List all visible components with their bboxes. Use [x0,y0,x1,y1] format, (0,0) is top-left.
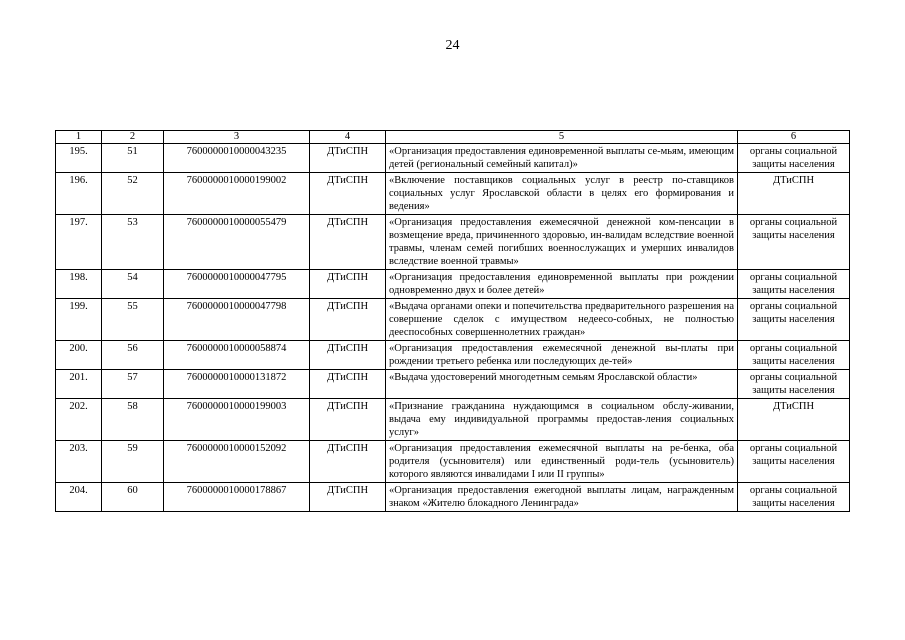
service-number-cell: 53 [102,215,164,270]
page-number: 24 [445,38,460,53]
service-name-cell: «Включение поставщиков социальных услуг в реестр по-ставщиков социальных услуг Ярославской области в целях его формирования и ведения» [386,173,738,215]
provider-cell: органы социальной защиты населения [738,441,850,483]
column-header: 5 [386,131,738,144]
department-cell: ДТиСПН [310,173,386,215]
registry-code-cell: 7600000010000199003 [164,399,310,441]
column-header: 4 [310,131,386,144]
table-row [56,173,850,215]
service-number-cell: 55 [102,299,164,341]
row-number-cell: 204. [56,483,102,512]
table-row [56,341,850,370]
provider-cell: органы социальной защиты населения [738,483,850,512]
service-name-cell: «Организация предоставления ежемесячной выплаты на ре-бенка, оба родителя (усыновителя) или единственный роди-тель (усыновитель) которого являются инвалидами I или II группы» [386,441,738,483]
registry-code-cell: 7600000010000058874 [164,341,310,370]
department-cell: ДТиСПН [310,441,386,483]
service-name-cell: «Организация предоставления ежегодной выплаты лицам, награжденным знаком «Жителю блокадного Ленинграда» [386,483,738,512]
provider-cell: органы социальной защиты населения [738,341,850,370]
service-number-cell: 54 [102,270,164,299]
service-name-cell: «Организация предоставления единовременной выплаты се-мьям, имеющим детей (региональный семейный капитал)» [386,144,738,173]
service-name-cell: «Выдача удостоверений многодетным семьям Ярославской области» [386,370,738,399]
row-number-cell: 199. [56,299,102,341]
table-row [56,299,850,341]
registry-code-cell: 7600000010000043235 [164,144,310,173]
registry-code-cell: 7600000010000152092 [164,441,310,483]
registry-code-cell: 7600000010000199002 [164,173,310,215]
service-name-cell: «Выдача органами опеки и попечительства предварительного разрешения на совершение сделок с имуществом недеесо-собных, не полностью дееспособных совершеннолетних граждан» [386,299,738,341]
service-number-cell: 56 [102,341,164,370]
department-cell: ДТиСПН [310,144,386,173]
service-number-cell: 57 [102,370,164,399]
service-name-cell: «Организация предоставления ежемесячной денежной ком-пенсации в возмещение вреда, причиненного здоровью, ин-валидам вследствие военной травмы, членам семей погибших военнослужащих и умерших инвалидов вследствие военной травмы» [386,215,738,270]
table-row [56,399,850,441]
department-cell: ДТиСПН [310,215,386,270]
row-number-cell: 201. [56,370,102,399]
table-row [56,483,850,512]
department-cell: ДТиСПН [310,341,386,370]
department-cell: ДТиСПН [310,270,386,299]
department-cell: ДТиСПН [310,399,386,441]
table-row [56,441,850,483]
provider-cell: органы социальной защиты населения [738,299,850,341]
row-number-cell: 200. [56,341,102,370]
registry-code-cell: 7600000010000047798 [164,299,310,341]
table-row [56,215,850,270]
department-cell: ДТиСПН [310,299,386,341]
column-header: 6 [738,131,850,144]
service-number-cell: 52 [102,173,164,215]
row-number-cell: 198. [56,270,102,299]
table-row [56,144,850,173]
column-header: 3 [164,131,310,144]
service-name-cell: «Организация предоставления единовременной выплаты при рождении одновременно двух и более детей» [386,270,738,299]
provider-cell: органы социальной защиты населения [738,370,850,399]
row-number-cell: 202. [56,399,102,441]
service-number-cell: 60 [102,483,164,512]
column-header: 2 [102,131,164,144]
column-header: 1 [56,131,102,144]
table-row [56,270,850,299]
registry-code-cell: 7600000010000055479 [164,215,310,270]
service-number-cell: 59 [102,441,164,483]
service-name-cell: «Признание гражданина нуждающимся в социальном обслу-живании, выдача ему индивидуальной программы предостав-ления социальных услуг» [386,399,738,441]
provider-cell: ДТиСПН [738,399,850,441]
department-cell: ДТиСПН [310,483,386,512]
row-number-cell: 203. [56,441,102,483]
registry-code-cell: 7600000010000178867 [164,483,310,512]
table-header-row [56,131,850,144]
registry-code-cell: 7600000010000131872 [164,370,310,399]
provider-cell: органы социальной защиты населения [738,215,850,270]
row-number-cell: 195. [56,144,102,173]
service-name-cell: «Организация предоставления ежемесячной денежной вы-платы при рождении третьего ребенка или последующих де-тей» [386,341,738,370]
department-cell: ДТиСПН [310,370,386,399]
provider-cell: ДТиСПН [738,173,850,215]
row-number-cell: 197. [56,215,102,270]
services-table [55,130,850,512]
service-number-cell: 51 [102,144,164,173]
provider-cell: органы социальной защиты населения [738,144,850,173]
table-row [56,370,850,399]
provider-cell: органы социальной защиты населения [738,270,850,299]
registry-code-cell: 7600000010000047795 [164,270,310,299]
row-number-cell: 196. [56,173,102,215]
service-number-cell: 58 [102,399,164,441]
